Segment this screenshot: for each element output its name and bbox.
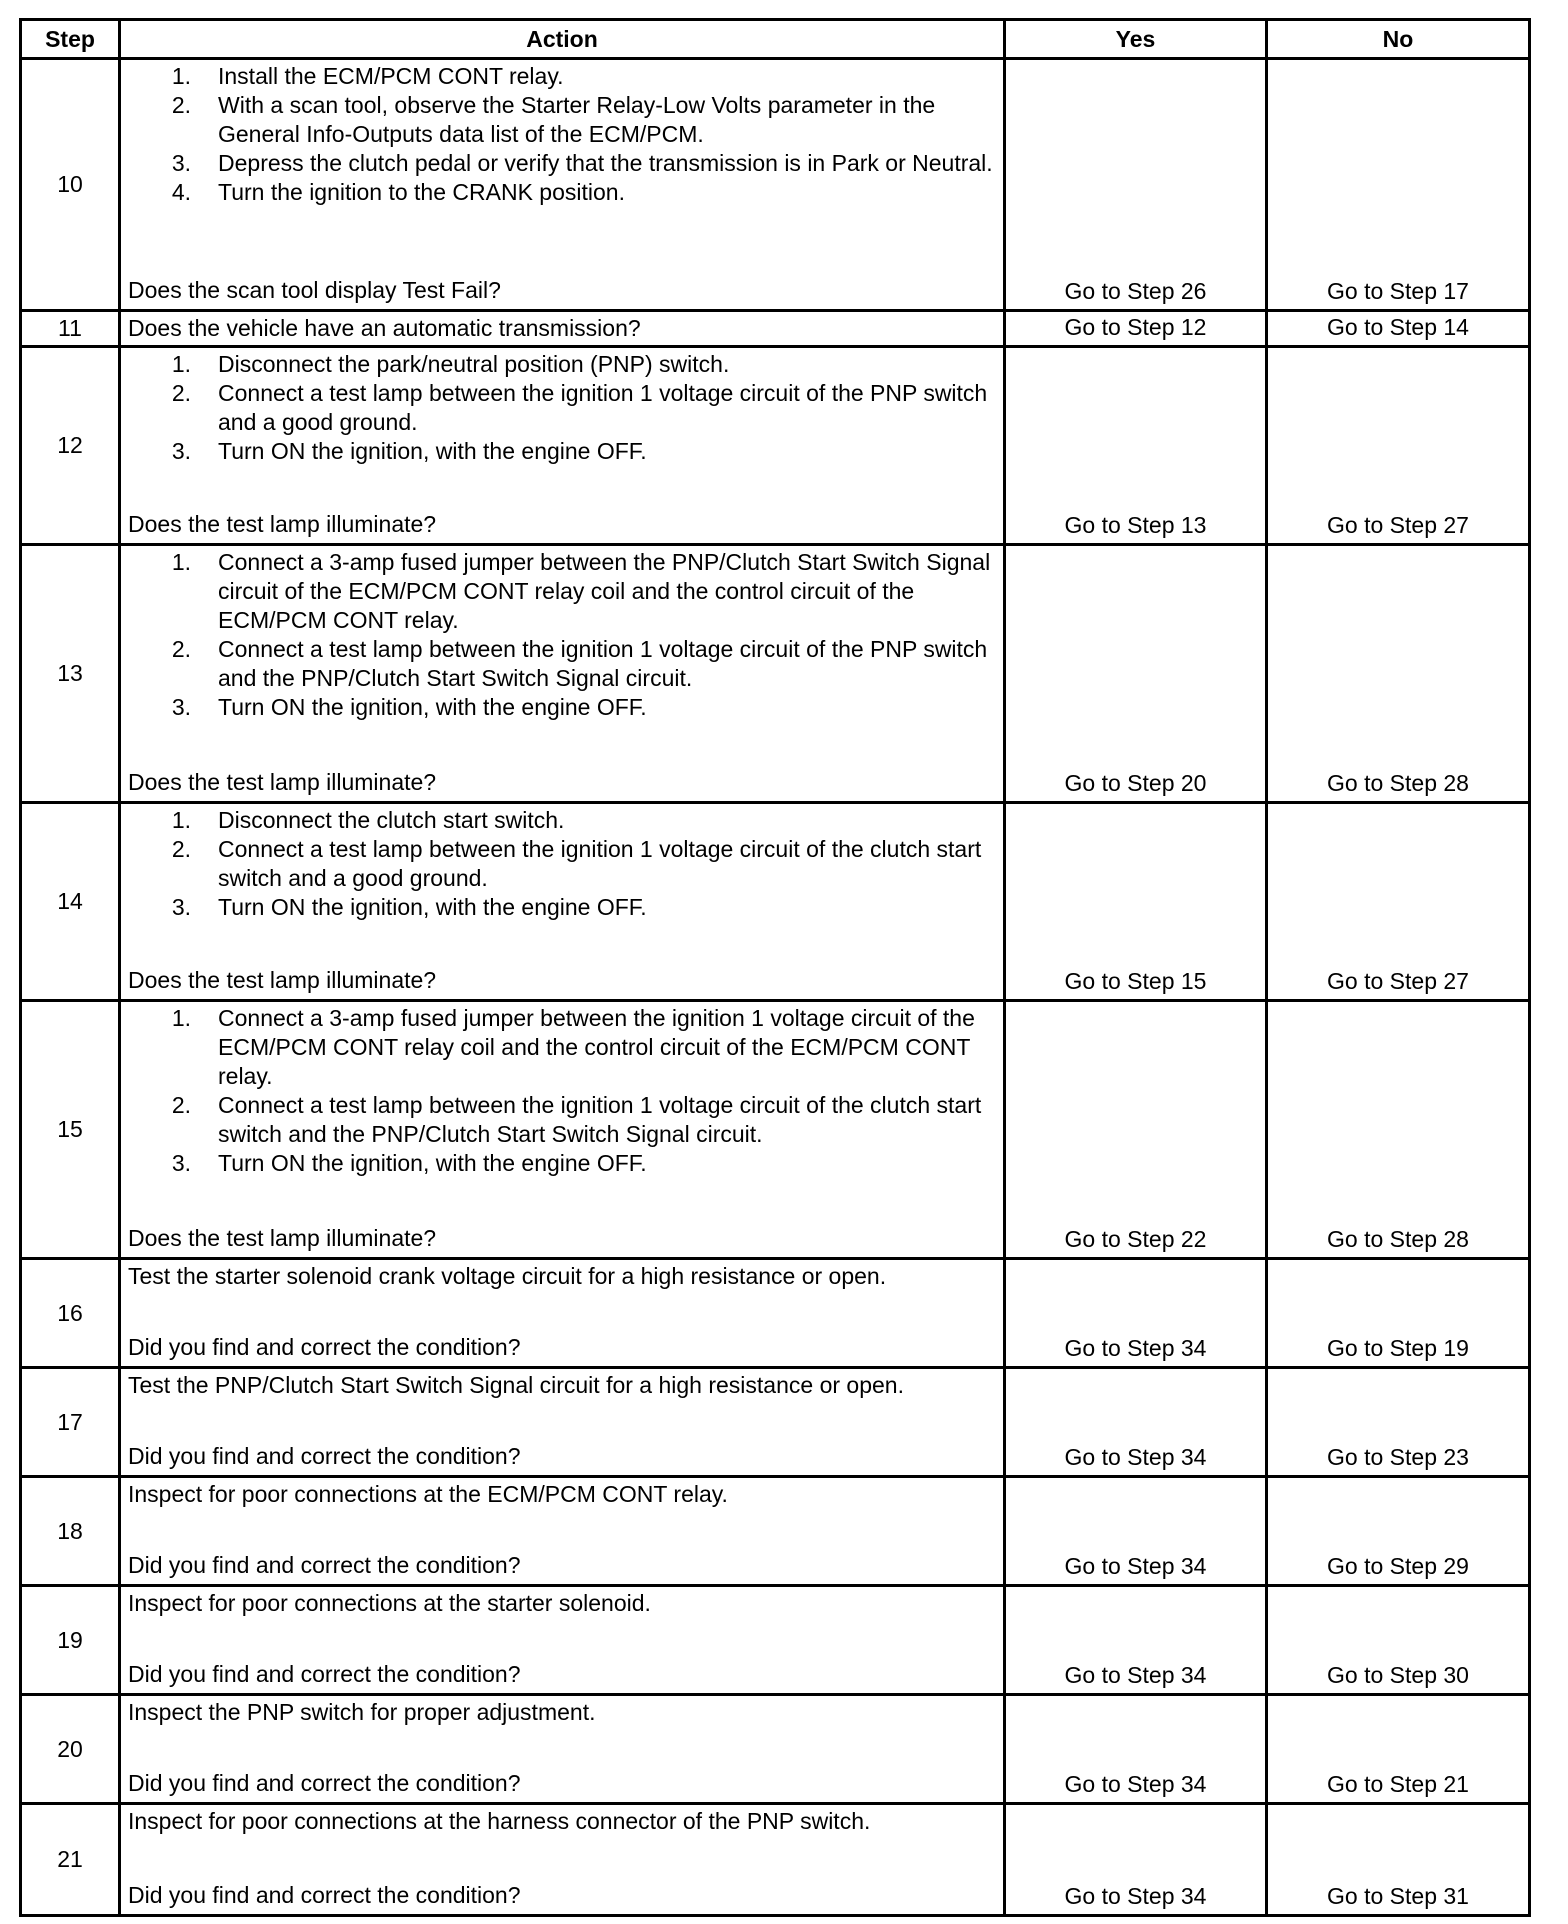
substep-item [128, 62, 997, 91]
action-instructions [128, 350, 997, 466]
header-action: Action [120, 20, 1005, 59]
action-content [128, 1589, 997, 1689]
action-cell [120, 311, 1005, 347]
substep-item [128, 437, 997, 466]
no-outcome: Go to Step 27 [1267, 347, 1530, 545]
substep-text: Disconnect the clutch start switch. [218, 807, 565, 833]
no-outcome: Go to Step 27 [1267, 803, 1530, 1001]
step-number: 12 [21, 347, 120, 545]
substep-item [128, 835, 997, 893]
yes-outcome: Go to Step 26 [1005, 59, 1267, 311]
table-row [21, 1001, 1530, 1259]
substep-item [128, 1004, 997, 1091]
table-row [21, 803, 1530, 1001]
substep-text: Turn ON the ignition, with the engine OFF. [218, 694, 647, 720]
no-outcome: Go to Step 31 [1267, 1804, 1530, 1916]
action-instruction-text: Inspect for poor connections at the harness connector of the PNP switch. [128, 1808, 871, 1834]
yes-outcome: Go to Step 12 [1005, 311, 1267, 347]
action-cell [120, 1695, 1005, 1804]
substep-list [128, 1004, 997, 1178]
action-content [128, 350, 997, 539]
step-number: 17 [21, 1368, 120, 1477]
step-question: Did you find and correct the condition? [128, 1334, 521, 1360]
step-number: 14 [21, 803, 120, 1001]
step-number: 18 [21, 1477, 120, 1586]
step-question: Does the scan tool display Test Fail? [128, 277, 501, 303]
substep-text: Install the ECM/PCM CONT relay. [218, 63, 564, 89]
step-question: Does the test lamp illuminate? [128, 769, 437, 795]
no-outcome: Go to Step 14 [1267, 311, 1530, 347]
table-row [21, 1586, 1530, 1695]
yes-outcome: Go to Step 34 [1005, 1368, 1267, 1477]
action-content [128, 62, 997, 305]
action-content [128, 1004, 997, 1253]
substep-list [128, 806, 997, 922]
no-outcome: Go to Step 17 [1267, 59, 1530, 311]
no-outcome: Go to Step 28 [1267, 545, 1530, 803]
action-content [128, 1480, 997, 1580]
step-number: 19 [21, 1586, 120, 1695]
action-instructions [128, 548, 997, 722]
action-instructions [128, 1589, 997, 1618]
action-instruction-text: Inspect the PNP switch for proper adjustment. [128, 1699, 596, 1725]
table-row [21, 1259, 1530, 1368]
substep-item [128, 893, 997, 922]
step-question: Did you find and correct the condition? [128, 1661, 521, 1687]
action-content [128, 1807, 997, 1910]
substep-text: Turn ON the ignition, with the engine OFF. [218, 894, 647, 920]
action-instruction-text: Test the PNP/Clutch Start Switch Signal circuit for a high resistance or open. [128, 1372, 904, 1398]
substep-text: Disconnect the park/neutral position (PNP) switch. [218, 351, 730, 377]
substep-text: Connect a test lamp between the ignition 1 voltage circuit of the PNP switch and the PNP/Clutch Start Switch Signal circuit. [218, 636, 988, 691]
step-question: Did you find and correct the condition? [128, 1552, 521, 1578]
substep-number: 2. [171, 380, 191, 406]
yes-outcome: Go to Step 22 [1005, 1001, 1267, 1259]
table-row [21, 347, 1530, 545]
step-question: Did you find and correct the condition? [128, 1882, 521, 1908]
action-cell [120, 1368, 1005, 1477]
header-step: Step [21, 20, 120, 59]
table-row [21, 545, 1530, 803]
substep-item [128, 350, 997, 379]
action-cell [120, 1586, 1005, 1695]
step-question: Does the vehicle have an automatic transmission? [128, 315, 641, 341]
substep-text: Connect a test lamp between the ignition 1 voltage circuit of the PNP switch and a good ground. [218, 380, 988, 435]
substep-number: 4. [171, 179, 191, 205]
action-content [128, 548, 997, 797]
action-instruction-text: Inspect for poor connections at the ECM/PCM CONT relay. [128, 1481, 728, 1507]
substep-number: 1. [171, 351, 191, 377]
substep-number: 3. [171, 1150, 191, 1176]
substep-number: 3. [171, 694, 191, 720]
substep-item [128, 379, 997, 437]
substep-item [128, 548, 997, 635]
substep-number: 2. [171, 836, 191, 862]
substep-text: Depress the clutch pedal or verify that the transmission is in Park or Neutral. [218, 150, 993, 176]
step-number: 10 [21, 59, 120, 311]
yes-outcome: Go to Step 34 [1005, 1695, 1267, 1804]
diagnostic-table [19, 18, 1531, 1917]
substep-number: 2. [171, 636, 191, 662]
no-outcome: Go to Step 30 [1267, 1586, 1530, 1695]
step-number: 13 [21, 545, 120, 803]
substep-text: Turn ON the ignition, with the engine OFF. [218, 438, 647, 464]
yes-outcome: Go to Step 34 [1005, 1259, 1267, 1368]
table-row [21, 1368, 1530, 1477]
step-question: Does the test lamp illuminate? [128, 1225, 437, 1251]
substep-item [128, 1091, 997, 1149]
action-cell [120, 803, 1005, 1001]
substep-number: 3. [171, 894, 191, 920]
substep-text: Connect a test lamp between the ignition 1 voltage circuit of the clutch start switch and a good ground. [218, 836, 982, 891]
step-number: 20 [21, 1695, 120, 1804]
substep-item [128, 149, 997, 178]
action-cell [120, 1259, 1005, 1368]
action-instructions [128, 62, 997, 207]
action-cell [120, 1804, 1005, 1916]
action-instructions [128, 1004, 997, 1178]
no-outcome: Go to Step 21 [1267, 1695, 1530, 1804]
step-question: Does the test lamp illuminate? [128, 511, 437, 537]
substep-number: 2. [171, 92, 191, 118]
action-content [128, 1698, 997, 1798]
step-question: Does the test lamp illuminate? [128, 967, 437, 993]
substep-number: 1. [171, 549, 191, 575]
no-outcome: Go to Step 28 [1267, 1001, 1530, 1259]
table-header-row [21, 20, 1530, 59]
step-number: 16 [21, 1259, 120, 1368]
substep-item [128, 91, 997, 149]
substep-text: Connect a 3-amp fused jumper between the PNP/Clutch Start Switch Signal circuit of the ECM/PCM CONT relay coil and the control circuit of the ECM/PCM CONT relay. [218, 549, 991, 633]
substep-list [128, 62, 997, 207]
step-number: 21 [21, 1804, 120, 1916]
action-cell [120, 545, 1005, 803]
no-outcome: Go to Step 23 [1267, 1368, 1530, 1477]
action-content [128, 806, 997, 995]
table-row [21, 59, 1530, 311]
no-outcome: Go to Step 19 [1267, 1259, 1530, 1368]
action-content [128, 314, 997, 341]
yes-outcome: Go to Step 20 [1005, 545, 1267, 803]
action-content [128, 1262, 997, 1362]
substep-item [128, 693, 997, 722]
substep-text: With a scan tool, observe the Starter Relay-Low Volts parameter in the General Info-Outputs data list of the ECM/PCM. [218, 92, 936, 147]
action-cell [120, 1001, 1005, 1259]
step-number: 15 [21, 1001, 120, 1259]
step-question: Did you find and correct the condition? [128, 1443, 521, 1469]
table-row [21, 1695, 1530, 1804]
action-instructions [128, 1262, 997, 1291]
substep-item [128, 178, 997, 207]
substep-text: Connect a 3-amp fused jumper between the ignition 1 voltage circuit of the ECM/PCM CONT relay coil and the control circuit of the ECM/PCM CONT relay. [218, 1005, 975, 1089]
table-row [21, 1804, 1530, 1916]
table-row [21, 1477, 1530, 1586]
table-row [21, 311, 1530, 347]
substep-text: Turn the ignition to the CRANK position. [218, 179, 625, 205]
header-no: No [1267, 20, 1530, 59]
substep-number: 1. [171, 807, 191, 833]
header-yes: Yes [1005, 20, 1267, 59]
action-instruction-text: Test the starter solenoid crank voltage circuit for a high resistance or open. [128, 1263, 887, 1289]
action-cell [120, 1477, 1005, 1586]
action-instructions [128, 1371, 997, 1400]
yes-outcome: Go to Step 13 [1005, 347, 1267, 545]
action-instructions [128, 1807, 997, 1836]
action-cell [120, 347, 1005, 545]
substep-number: 2. [171, 1092, 191, 1118]
substep-list [128, 350, 997, 466]
substep-text: Connect a test lamp between the ignition 1 voltage circuit of the clutch start switch and the PNP/Clutch Start Switch Signal circuit. [218, 1092, 982, 1147]
action-instructions [128, 1698, 997, 1727]
action-cell [120, 59, 1005, 311]
step-number: 11 [21, 311, 120, 347]
no-outcome: Go to Step 29 [1267, 1477, 1530, 1586]
substep-number: 3. [171, 150, 191, 176]
substep-text: Turn ON the ignition, with the engine OFF. [218, 1150, 647, 1176]
substep-item [128, 806, 997, 835]
substep-number: 1. [171, 63, 191, 89]
yes-outcome: Go to Step 15 [1005, 803, 1267, 1001]
substep-item [128, 1149, 997, 1178]
substep-number: 1. [171, 1005, 191, 1031]
action-instructions [128, 1480, 997, 1509]
action-instructions [128, 806, 997, 922]
yes-outcome: Go to Step 34 [1005, 1804, 1267, 1916]
substep-number: 3. [171, 438, 191, 464]
action-content [128, 1371, 997, 1471]
step-question: Did you find and correct the condition? [128, 1770, 521, 1796]
substep-item [128, 635, 997, 693]
yes-outcome: Go to Step 34 [1005, 1586, 1267, 1695]
substep-list [128, 548, 997, 722]
table-body [21, 59, 1530, 1916]
action-instruction-text: Inspect for poor connections at the starter solenoid. [128, 1590, 651, 1616]
yes-outcome: Go to Step 34 [1005, 1477, 1267, 1586]
